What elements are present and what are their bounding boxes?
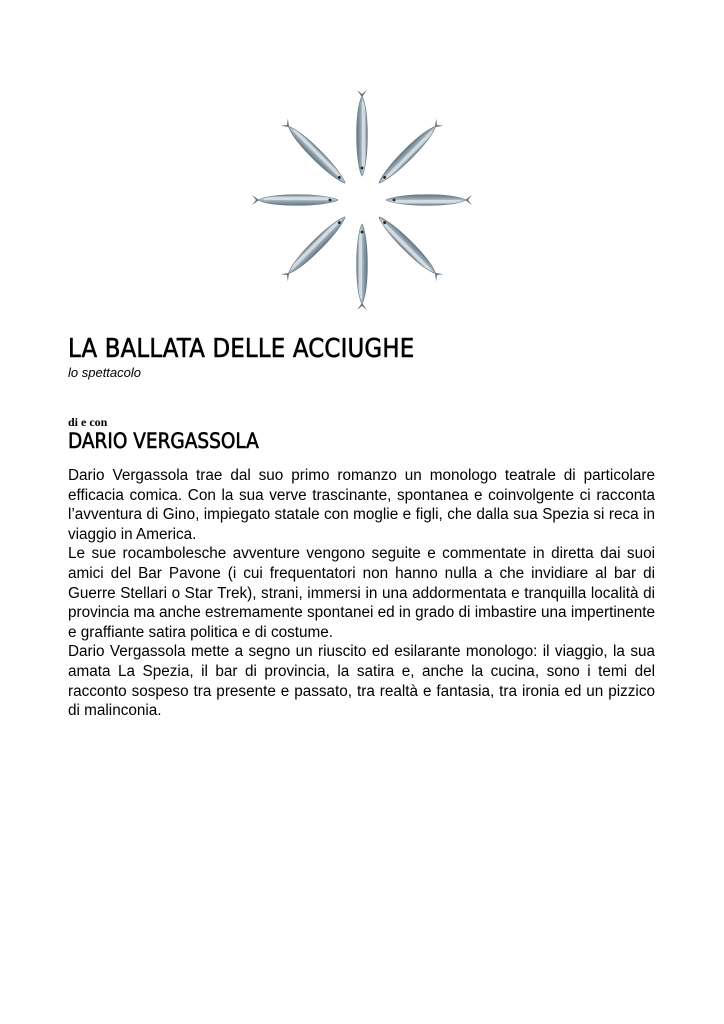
page-subtitle: lo spettacolo <box>68 365 141 380</box>
body-paragraph: Dario Vergassola trae dal suo primo romanzo un monologo teatrale di particolare efficacia comica. Con la sua verve trascinante, spontanea e coinvolgente ci racconta l’avventura di Gino, impiegato statale con moglie e figli, che dalla sua Spezia si reca in viaggio in America. <box>68 467 655 543</box>
anchovy-fish <box>252 195 338 206</box>
body-paragraph: Dario Vergassola mette a segno un riuscito ed esilarante monologo: il viaggio, la sua amata La Spezia, il bar di provincia, la satira e, anche la cucina, sono i temi del racconto sospeso tra presente e passato, tra realtà e fantasia, tra ironia ed un pizzico di malinconia. <box>68 643 655 720</box>
body-paragraph: Le sue rocambolesche avventure vengono seguite e commentate in diretta dai suoi amici del Bar Pavone (i cui frequentatori non hanno nulla a che invidiare al bar di Guerre Stellari o Star Trek), strani, immersi in una addormentata e tranquilla località di provincia ma anche estremamente spontanei ed in grado di imbastire una impertinente e graffiante satira politica e di costume. <box>68 545 655 641</box>
anchovy-fish <box>386 195 472 206</box>
author-name: DARIO VERGASSOLA <box>68 429 259 453</box>
anchovy-fish <box>280 118 348 186</box>
anchovy-fish <box>375 118 443 186</box>
page-title: LA BALLATA DELLE ACCIUGHE <box>68 334 415 364</box>
anchovy-fish <box>357 224 368 310</box>
anchovy-fish <box>357 90 368 176</box>
credits-label: di e con <box>68 415 108 429</box>
body-text <box>68 466 655 721</box>
anchovy-fish <box>280 213 348 281</box>
anchovy-star-icon <box>252 90 472 310</box>
anchovy-fish <box>375 213 443 281</box>
